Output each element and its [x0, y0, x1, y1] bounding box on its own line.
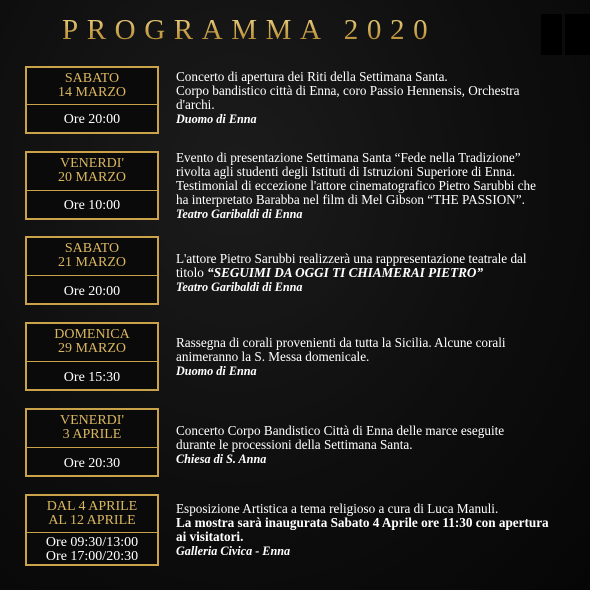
date-line: 20 MARZO [57, 170, 127, 185]
date-box [25, 408, 159, 477]
event-date [27, 153, 157, 185]
date-box [25, 66, 159, 134]
desc-line [176, 266, 584, 280]
event-time: Ore 10:00 [63, 198, 121, 213]
divider [27, 447, 157, 448]
divider [27, 104, 157, 105]
date-box [25, 151, 159, 220]
event-description [176, 70, 584, 126]
event-location: Chiesa di S. Anna [176, 452, 267, 466]
event-location: Duomo di Enna [176, 364, 257, 378]
event-location: Teatro Garibaldi di Enna [176, 207, 303, 221]
show-title: “SEGUIMI DA OGGI TI CHIAMERAI PIETRO” [207, 265, 484, 280]
desc-prefix: titolo [176, 265, 208, 280]
desc-line: Rassegna di corali provenienti da tutta la Sicilia. Alcune corali [176, 335, 506, 350]
desc-line [176, 530, 584, 544]
desc-line: Corpo bandistico città di Enna, coro Passio Hennensis, Orchestra [176, 83, 520, 98]
date-line: VENERDI' [60, 413, 124, 428]
event-location: Galleria Civica - Enna [176, 544, 291, 558]
date-line: 21 MARZO [57, 255, 127, 270]
date-box [25, 322, 159, 391]
event-time: Ore 20:00 [63, 284, 121, 299]
date-line: 29 MARZO [57, 341, 127, 356]
date-line: DAL 4 APRILE [46, 499, 138, 514]
event-location: Teatro Garibaldi di Enna [176, 280, 303, 294]
desc-line: Esposizione Artistica a tema religioso a cura di Luca Manuli. [176, 501, 499, 516]
desc-bold: ai visitatori. [176, 529, 244, 544]
desc-bold: La mostra sarà inaugurata Sabato 4 Aprile ore 11:30 con apertura [176, 515, 549, 530]
date-line: VENERDI' [60, 156, 124, 171]
desc-line: Evento di presentazione Settimana Santa “Fede nella Tradizione” [176, 150, 521, 165]
divider [27, 190, 157, 191]
event-time: Ore 15:30 [63, 370, 121, 385]
date-line: SABATO [64, 71, 120, 86]
event-description [176, 424, 584, 466]
event-time: Ore 20:00 [63, 112, 121, 127]
event-description [176, 336, 584, 378]
desc-line: durante le processioni della Settimana Santa. [176, 437, 413, 452]
divider [27, 361, 157, 362]
event-time: Ore 17:00/20:30 [45, 549, 139, 564]
date-line: 14 MARZO [57, 85, 127, 100]
date-line: AL 12 APRILE [48, 513, 136, 528]
event-date [27, 238, 157, 270]
desc-line [176, 516, 584, 530]
black-rectangle [565, 14, 590, 55]
event-description [176, 151, 584, 221]
event-description [176, 252, 584, 294]
desc-line: ha interpretato Barabba nel film di Mel Gibson “THE PASSION”. [176, 192, 525, 207]
date-box [25, 494, 159, 566]
date-line: 3 APRILE [62, 427, 122, 442]
desc-line: animeranno la S. Messa domenicale. [176, 349, 370, 364]
black-rectangle [541, 14, 562, 55]
date-box [25, 236, 159, 305]
date-line: SABATO [64, 241, 120, 256]
desc-line: d'archi. [176, 97, 215, 112]
page-title: PROGRAMMA 2020 [62, 14, 437, 46]
event-date [27, 496, 157, 528]
desc-line: Concerto Corpo Bandistico Città di Enna delle marce eseguite [176, 423, 505, 438]
event-location: Duomo di Enna [176, 112, 257, 126]
event-description [176, 502, 584, 558]
date-line: DOMENICA [54, 327, 130, 342]
event-time: Ore 09:30/13:00 [45, 535, 139, 550]
desc-line: rivolta agli studenti degli Istituti di Istruzioni Superiore di Enna. [176, 164, 516, 179]
event-time: Ore 20:30 [63, 456, 121, 471]
divider [27, 275, 157, 276]
desc-line: Testimonial di eccezione l'attore cinematografico Pietro Sarubbi che [176, 178, 536, 193]
event-date [27, 68, 157, 100]
event-date [27, 410, 157, 442]
divider [27, 532, 157, 533]
event-date [27, 324, 157, 356]
desc-line: L'attore Pietro Sarubbi realizzerà una rappresentazione teatrale dal [176, 251, 527, 266]
desc-line: Concerto di apertura dei Riti della Settimana Santa. [176, 69, 448, 84]
